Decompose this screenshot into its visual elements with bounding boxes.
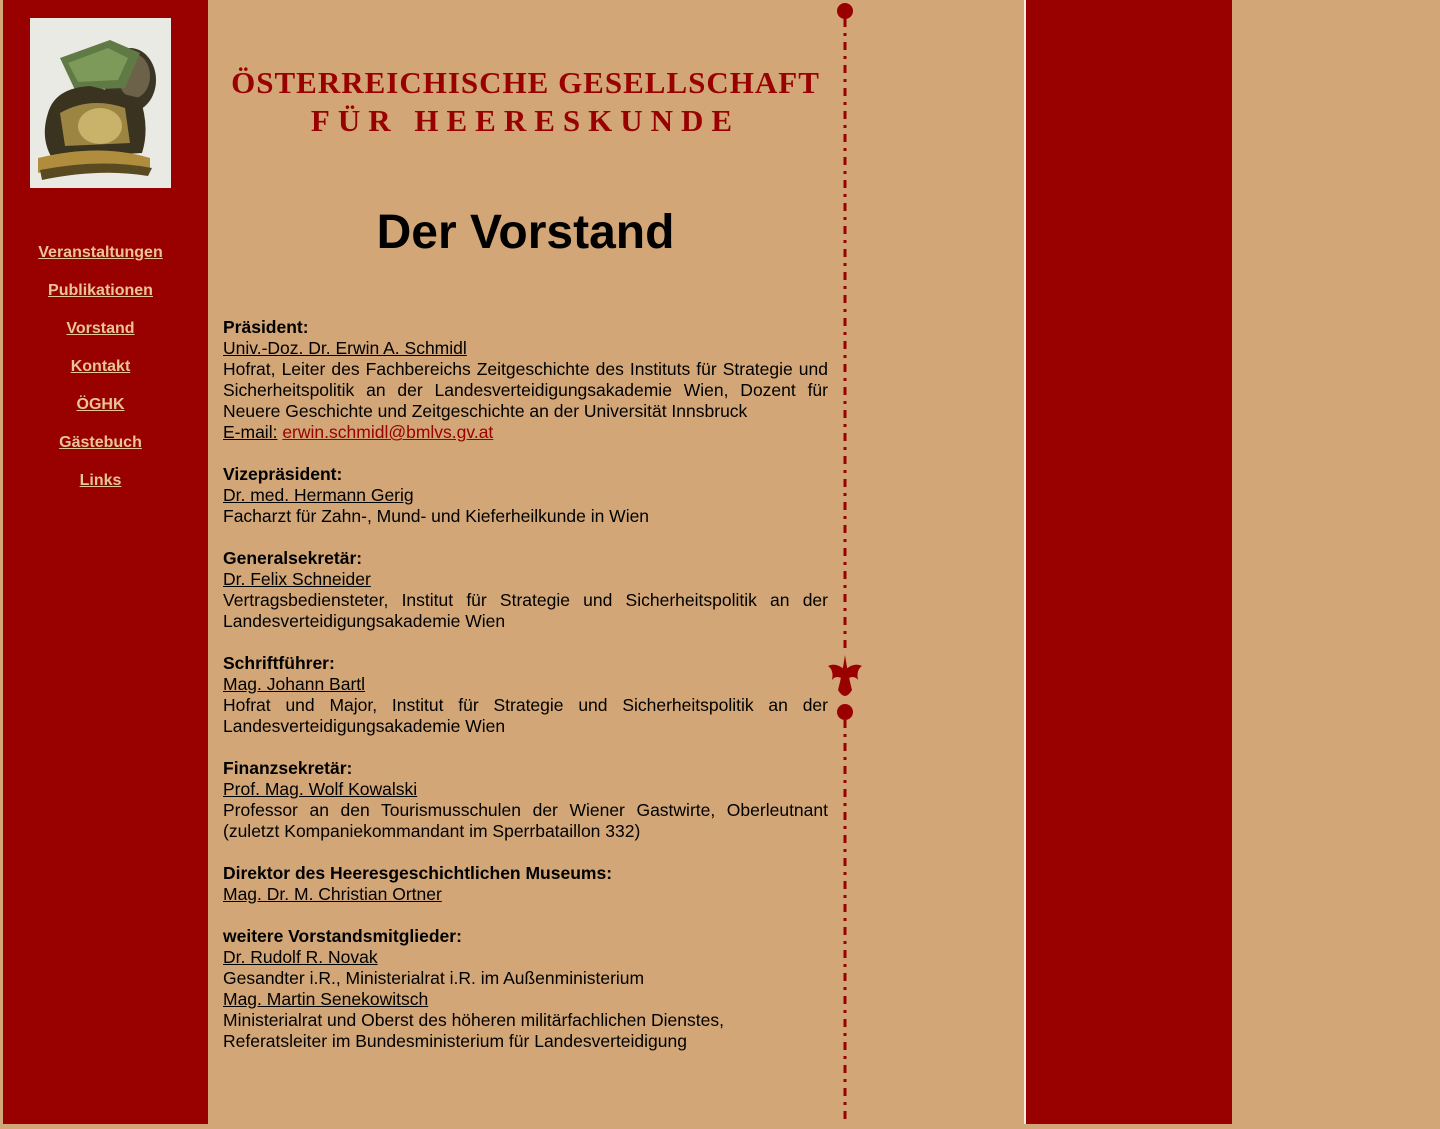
nav-link-vorstand[interactable]: Vorstand (66, 320, 135, 337)
email-link[interactable]: erwin.schmidl@bmlvs.gv.at (282, 422, 494, 442)
member-description: Facharzt für Zahn-, Mund- und Kieferheilkunde in Wien (223, 506, 650, 526)
member-president (223, 317, 828, 443)
nav-item-vorstand (3, 320, 198, 358)
role-label: Schriftführer: (223, 653, 335, 673)
member-description: Ministerialrat und Oberst des höheren militärfachlichen Dienstes, (223, 1010, 724, 1030)
nav-link-links[interactable]: Links (79, 472, 122, 489)
member-name: Dr. Felix Schneider (223, 569, 371, 589)
member-description: Hofrat, Leiter des Fachbereichs Zeitgeschichte des Instituts für Strategie und Sicherheitspolitik an der Landesverteidigungsakademie Wien, Dozent für Neuere Geschichte und Zeitgeschichte an der Universität Innsbruck (223, 359, 828, 421)
organization-title (208, 64, 843, 140)
member-description: Referatsleiter im Bundesministerium für Landesverteidigung (223, 1031, 687, 1051)
member-finance-secretary (223, 758, 828, 842)
role-label: Finanzsekretär: (223, 758, 353, 778)
right-red-panel (1026, 0, 1232, 1124)
ornamental-divider (818, 0, 873, 1124)
member-name: Dr. med. Hermann Gerig (223, 485, 414, 505)
role-label: Generalsekretär: (223, 548, 363, 568)
role-label: weitere Vorstandsmitglieder: (223, 926, 462, 946)
sidebar (3, 0, 208, 1124)
member-description: Hofrat und Major, Institut für Strategie und Sicherheitspolitik an der Landesverteidigungsakademie Wien (223, 695, 828, 736)
organization-title-line1: ÖSTERREICHISCHE GESELLSCHAFT (231, 65, 820, 100)
nav-item-veranstaltungen (3, 244, 198, 282)
nav-link-veranstaltungen[interactable]: Veranstaltungen (38, 244, 163, 261)
nav-link-oeghk[interactable]: ÖGHK (76, 396, 125, 413)
nav-link-gaestebuch[interactable]: Gästebuch (59, 434, 142, 451)
member-name: Dr. Rudolf R. Novak (223, 947, 378, 967)
role-label: Direktor des Heeresgeschichtlichen Museums: (223, 863, 613, 883)
member-name: Mag. Martin Senekowitsch (223, 989, 429, 1009)
nav-item-oeghk (3, 396, 198, 434)
email-label: E-mail: (223, 422, 278, 442)
member-description: Professor an den Tourismusschulen der Wiener Gastwirte, Oberleutnant (zuletzt Kompaniekommandant im Sperrbataillon 332) (223, 800, 828, 841)
main-content (208, 0, 1025, 1124)
organization-title-line2: FÜR HEERESKUNDE (310, 103, 741, 138)
member-name: Univ.-Doz. Dr. Erwin A. Schmidl (223, 338, 467, 358)
helmet-logo-image (30, 18, 171, 188)
nav-item-links (3, 472, 198, 510)
member-general-secretary (223, 548, 828, 632)
board-members-list (223, 317, 828, 1073)
member-recorder (223, 653, 828, 737)
member-vice-president (223, 464, 828, 527)
nav-item-kontakt (3, 358, 198, 396)
page-title: Der Vorstand (376, 206, 675, 259)
nav-link-publikationen[interactable]: Publikationen (48, 282, 153, 299)
email-line (223, 422, 828, 443)
member-description: Vertragsbediensteter, Institut für Strategie und Sicherheitspolitik an der Landesverteidigungsakademie Wien (223, 590, 828, 631)
role-label: Vizepräsident: (223, 464, 343, 484)
nav-link-kontakt[interactable]: Kontakt (70, 358, 131, 375)
right-tan-panel (1232, 0, 1440, 1124)
member-name: Mag. Johann Bartl (223, 674, 366, 694)
member-name: Prof. Mag. Wolf Kowalski (223, 779, 418, 799)
nav-item-gaestebuch (3, 434, 198, 472)
member-museum-director (223, 863, 828, 905)
role-label: Präsident: (223, 317, 309, 337)
member-description: Gesandter i.R., Ministerialrat i.R. im Außenministerium (223, 968, 645, 988)
main-navigation (3, 244, 198, 510)
member-further (223, 926, 828, 1052)
nav-item-publikationen (3, 282, 198, 320)
member-name: Mag. Dr. M. Christian Ortner (223, 884, 442, 904)
